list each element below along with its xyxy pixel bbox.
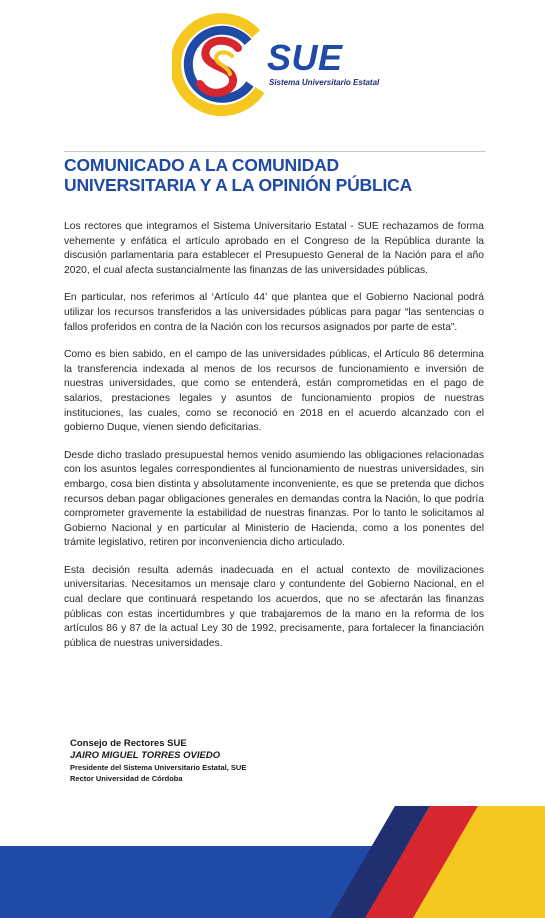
brand bbox=[267, 37, 380, 87]
signature-block bbox=[70, 738, 246, 784]
paragraph-4: Desde dicho traslado presupuestal hemos venido asumiendo las obligaciones relacionadas con los asuntos legales correspondientes al funcionamiento de nuestras universidades, sin embargo, cosa bien distinta y absolutamente inconveniente, es que se pretenda que dichos recursos deban pagar obligaciones generales en demandas contra la Nación, lo que podría comprometer gravemente la estabilidad de nuestras finanzas. Por lo tanto le solicitamos al Gobierno Nacional y en particular al Ministerio de Hacienda, como a los ponentes del trámite legislativo, retiren por inconveniencia dicho articulado. bbox=[64, 449, 484, 549]
brand-subtitle: Sistema Universitario Estatal bbox=[269, 78, 380, 87]
paragraph-2: En particular, nos referimos al ‘Artículo 44’ que plantea que el Gobierno Nacional podrá utilizar los recursos transferidos a las universidades públicas para pagar “las sentencias o fallos proferidos en contra de la Nación con los recursos asignados por parte de esta”. bbox=[64, 292, 484, 333]
brand-name: SUE bbox=[267, 37, 343, 78]
page-title bbox=[64, 155, 494, 195]
signature-name: JAIRO MIGUEL TORRES OVIEDO bbox=[70, 750, 221, 761]
footer-color-bands bbox=[0, 806, 545, 918]
header bbox=[0, 0, 545, 140]
communique-body bbox=[64, 220, 484, 664]
sue-spiral-logo-icon bbox=[172, 12, 272, 122]
signature-role-1: Presidente del Sistema Universitario Estatal, SUE bbox=[70, 763, 247, 772]
paragraph-3: Como es bien sabido, en el campo de las universidades públicas, el Artículo 86 determina la transferencia indexada al menos de los recursos de funcionamiento e inversión de nuestras universidades, que como se entenderá, están comprometidas en el pago de salarios, prestaciones legales y asuntos de funcionamiento propios de nuestras instituciones, las cuales, como se reconoció en 2018 en el acuerdo alcanzado con el gobierno Duque, vienen siendo deficitarias. bbox=[64, 349, 484, 434]
title-line-2: UNIVERSITARIA Y A LA OPINIÓN PÚBLICA bbox=[64, 175, 413, 195]
paragraph-5: Esta decisión resulta además inadecuada en el actual contexto de movilizaciones universitarias. Necesitamos un mensaje claro y contundente del Gobierno Nacional, en el cual declare que continuará respetando los acuerdos, que no se afectarán las finanzas públicas con estas incertidumbres y que trabajaremos de la mano en la reforma de los artículos 86 y 87 de la actual Ley 30 de 1992, precisamente, para fortalecer la financiación pública de nuestras universidades. bbox=[64, 564, 484, 649]
signature-org: Consejo de Rectores SUE bbox=[70, 738, 187, 749]
signature-role-2: Rector Universidad de Córdoba bbox=[70, 774, 183, 783]
title-line-1: COMUNICADO A LA COMUNIDAD bbox=[64, 155, 339, 175]
title-divider bbox=[64, 151, 486, 152]
paragraph-1: Los rectores que integramos el Sistema Universitario Estatal - SUE rechazamos de forma vehemente y enfática el artículo aprobado en el Congreso de la República durante la discusión parlamentaria para establecer el Presupuesto General de la Nación para el año 2020, el cual afecta sustancialmente las finanzas de las universidades públicas. bbox=[64, 221, 484, 276]
